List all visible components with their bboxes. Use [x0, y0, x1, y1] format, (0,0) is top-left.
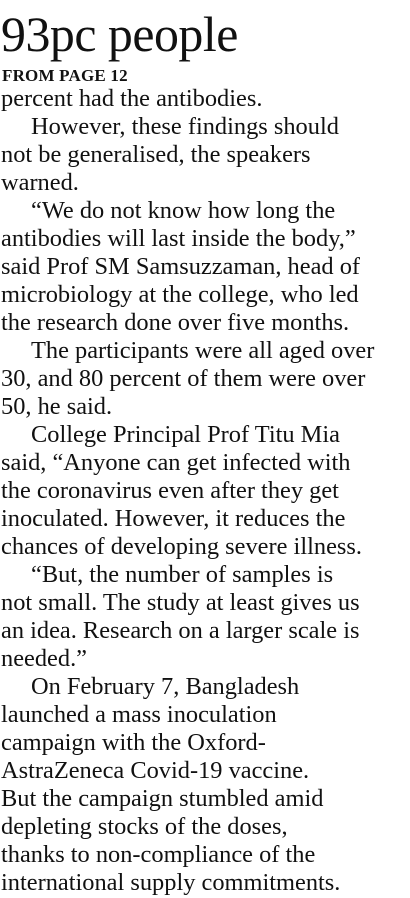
body-line: warned.	[1, 169, 79, 196]
body-line: AstraZeneca Covid-19 vaccine.	[1, 757, 310, 784]
body-line: the research done over five months.	[1, 309, 350, 336]
body-line: 30, and 80 percent of them were over	[1, 365, 366, 392]
body-line: an idea. Research on a larger scale is	[1, 617, 360, 644]
body-line: needed.”	[1, 645, 87, 672]
article-body	[1, 85, 409, 897]
body-line: On February 7, Bangladesh	[31, 673, 300, 700]
body-line: not small. The study at least gives us	[1, 589, 360, 616]
body-line: said, “Anyone can get infected with	[1, 449, 351, 476]
body-line: microbiology at the college, who led	[1, 281, 359, 308]
body-line: College Principal Prof Titu Mia	[31, 421, 340, 448]
body-line: international supply commitments.	[1, 869, 341, 896]
body-line: “But, the number of samples is	[31, 561, 334, 588]
body-line: 50, he said.	[1, 393, 113, 420]
body-line: the coronavirus even after they get	[1, 477, 339, 504]
body-line: But the campaign stumbled amid	[1, 785, 324, 812]
body-line: percent had the antibodies.	[1, 85, 263, 112]
body-line: depleting stocks of the doses,	[1, 813, 288, 840]
body-line: campaign with the Oxford-	[1, 729, 266, 756]
jump-line: FROM PAGE 12	[2, 66, 128, 85]
body-line: said Prof SM Samsuzzaman, head of	[1, 253, 361, 280]
body-line: antibodies will last inside the body,”	[1, 225, 356, 252]
body-line: inoculated. However, it reduces the	[1, 505, 346, 532]
body-line: launched a mass inoculation	[1, 701, 277, 728]
body-line: The participants were all aged over	[31, 337, 375, 364]
body-line: not be generalised, the speakers	[1, 141, 311, 168]
headline: 93pc people	[1, 7, 238, 62]
body-line: chances of developing severe illness.	[1, 533, 362, 560]
body-line: thanks to non-compliance of the	[1, 841, 316, 868]
body-line: “We do not know how long the	[31, 197, 336, 224]
body-line: However, these findings should	[31, 113, 339, 140]
